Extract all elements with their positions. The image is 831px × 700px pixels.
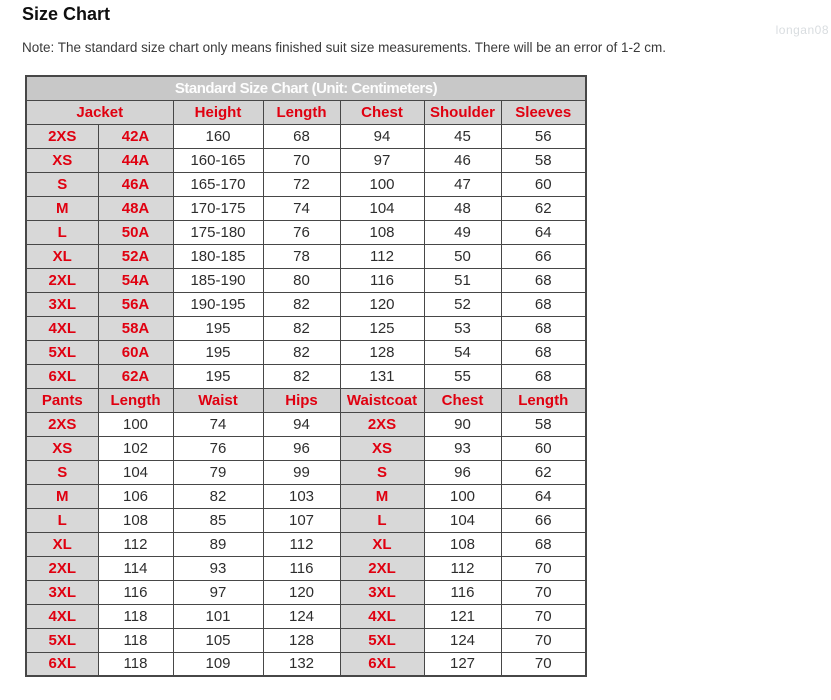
value-cell: 104 bbox=[424, 508, 501, 532]
value-cell: 124 bbox=[424, 628, 501, 652]
value-cell: 104 bbox=[340, 196, 424, 220]
size-label-cell: 2XL bbox=[340, 556, 424, 580]
size-label-cell: 54A bbox=[98, 268, 173, 292]
size-label-cell: M bbox=[26, 484, 98, 508]
value-cell: 62 bbox=[501, 460, 586, 484]
value-cell: 97 bbox=[340, 148, 424, 172]
value-cell: 48 bbox=[424, 196, 501, 220]
waistcoat-chest-header: Chest bbox=[424, 388, 501, 412]
value-cell: 124 bbox=[263, 604, 340, 628]
size-label-cell: 4XL bbox=[26, 316, 98, 340]
value-cell: 175-180 bbox=[173, 220, 263, 244]
value-cell: 70 bbox=[501, 580, 586, 604]
value-cell: 66 bbox=[501, 508, 586, 532]
table-row bbox=[26, 316, 586, 340]
value-cell: 68 bbox=[501, 268, 586, 292]
note-text: Note: The standard size chart only means finished suit size measurements. There will be an error of 1-2 cm. bbox=[22, 40, 667, 55]
value-cell: 60 bbox=[501, 436, 586, 460]
table-row bbox=[26, 220, 586, 244]
value-cell: 103 bbox=[263, 484, 340, 508]
value-cell: 105 bbox=[173, 628, 263, 652]
value-cell: 76 bbox=[173, 436, 263, 460]
value-cell: 56 bbox=[501, 124, 586, 148]
size-label-cell: 4XL bbox=[26, 604, 98, 628]
size-label-cell: 2XS bbox=[26, 412, 98, 436]
value-cell: 100 bbox=[424, 484, 501, 508]
size-label-cell: XL bbox=[26, 532, 98, 556]
value-cell: 195 bbox=[173, 340, 263, 364]
table-row bbox=[26, 172, 586, 196]
waistcoat-header: Waistcoat bbox=[340, 388, 424, 412]
waistcoat-length-header: Length bbox=[501, 388, 586, 412]
value-cell: 112 bbox=[263, 532, 340, 556]
table-row bbox=[26, 484, 586, 508]
value-cell: 89 bbox=[173, 532, 263, 556]
value-cell: 108 bbox=[340, 220, 424, 244]
value-cell: 70 bbox=[263, 148, 340, 172]
value-cell: 50 bbox=[424, 244, 501, 268]
table-row bbox=[26, 628, 586, 652]
size-label-cell: 5XL bbox=[340, 628, 424, 652]
pants-header-row bbox=[26, 388, 586, 412]
table-row bbox=[26, 148, 586, 172]
table-row bbox=[26, 460, 586, 484]
size-label-cell: 58A bbox=[98, 316, 173, 340]
value-cell: 55 bbox=[424, 364, 501, 388]
value-cell: 64 bbox=[501, 220, 586, 244]
size-label-cell: XL bbox=[340, 532, 424, 556]
value-cell: 116 bbox=[424, 580, 501, 604]
value-cell: 49 bbox=[424, 220, 501, 244]
value-cell: 68 bbox=[263, 124, 340, 148]
size-label-cell: 5XL bbox=[26, 340, 98, 364]
size-label-cell: 6XL bbox=[26, 364, 98, 388]
table-row bbox=[26, 508, 586, 532]
size-label-cell: 3XL bbox=[340, 580, 424, 604]
value-cell: 104 bbox=[98, 460, 173, 484]
value-cell: 106 bbox=[98, 484, 173, 508]
value-cell: 47 bbox=[424, 172, 501, 196]
table-row bbox=[26, 364, 586, 388]
value-cell: 68 bbox=[501, 340, 586, 364]
value-cell: 170-175 bbox=[173, 196, 263, 220]
value-cell: 180-185 bbox=[173, 244, 263, 268]
value-cell: 185-190 bbox=[173, 268, 263, 292]
value-cell: 118 bbox=[98, 628, 173, 652]
table-row bbox=[26, 580, 586, 604]
size-label-cell: XL bbox=[26, 244, 98, 268]
page-title: Size Chart bbox=[22, 4, 111, 24]
size-label-cell: M bbox=[26, 196, 98, 220]
hips-header: Hips bbox=[263, 388, 340, 412]
size-label-cell: M bbox=[340, 484, 424, 508]
size-label-cell: L bbox=[26, 220, 98, 244]
size-label-cell: 44A bbox=[98, 148, 173, 172]
value-cell: 74 bbox=[263, 196, 340, 220]
size-label-cell: 52A bbox=[98, 244, 173, 268]
value-cell: 101 bbox=[173, 604, 263, 628]
value-cell: 70 bbox=[501, 628, 586, 652]
size-label-cell: S bbox=[26, 460, 98, 484]
table-row bbox=[26, 532, 586, 556]
value-cell: 72 bbox=[263, 172, 340, 196]
value-cell: 82 bbox=[263, 364, 340, 388]
watermark: longan08 bbox=[775, 23, 829, 37]
size-label-cell: 6XL bbox=[340, 652, 424, 676]
size-label-cell: L bbox=[26, 508, 98, 532]
value-cell: 165-170 bbox=[173, 172, 263, 196]
value-cell: 70 bbox=[501, 556, 586, 580]
table-row bbox=[26, 292, 586, 316]
value-cell: 58 bbox=[501, 412, 586, 436]
value-cell: 68 bbox=[501, 292, 586, 316]
value-cell: 190-195 bbox=[173, 292, 263, 316]
value-cell: 118 bbox=[98, 604, 173, 628]
value-cell: 114 bbox=[98, 556, 173, 580]
size-chart-table bbox=[25, 75, 587, 677]
table-row bbox=[26, 556, 586, 580]
value-cell: 90 bbox=[424, 412, 501, 436]
size-label-cell: 2XS bbox=[26, 124, 98, 148]
value-cell: 116 bbox=[98, 580, 173, 604]
jacket-rows bbox=[26, 124, 586, 388]
value-cell: 132 bbox=[263, 652, 340, 676]
value-cell: 78 bbox=[263, 244, 340, 268]
size-label-cell: 2XS bbox=[340, 412, 424, 436]
value-cell: 58 bbox=[501, 148, 586, 172]
value-cell: 82 bbox=[173, 484, 263, 508]
table-row bbox=[26, 196, 586, 220]
value-cell: 52 bbox=[424, 292, 501, 316]
value-cell: 54 bbox=[424, 340, 501, 364]
table-row bbox=[26, 412, 586, 436]
value-cell: 68 bbox=[501, 364, 586, 388]
value-cell: 70 bbox=[501, 604, 586, 628]
table-row bbox=[26, 244, 586, 268]
value-cell: 128 bbox=[263, 628, 340, 652]
size-label-cell: 48A bbox=[98, 196, 173, 220]
size-label-cell: 42A bbox=[98, 124, 173, 148]
size-label-cell: 3XL bbox=[26, 292, 98, 316]
value-cell: 120 bbox=[340, 292, 424, 316]
size-label-cell: S bbox=[26, 172, 98, 196]
value-cell: 128 bbox=[340, 340, 424, 364]
value-cell: 195 bbox=[173, 364, 263, 388]
pants-rows bbox=[26, 388, 586, 676]
value-cell: 80 bbox=[263, 268, 340, 292]
value-cell: 108 bbox=[98, 508, 173, 532]
value-cell: 62 bbox=[501, 196, 586, 220]
value-cell: 118 bbox=[98, 652, 173, 676]
waist-header: Waist bbox=[173, 388, 263, 412]
value-cell: 94 bbox=[340, 124, 424, 148]
value-cell: 100 bbox=[340, 172, 424, 196]
value-cell: 66 bbox=[501, 244, 586, 268]
value-cell: 68 bbox=[501, 316, 586, 340]
value-cell: 60 bbox=[501, 172, 586, 196]
size-label-cell: XS bbox=[26, 148, 98, 172]
size-label-cell: 2XL bbox=[26, 556, 98, 580]
length-header: Length bbox=[263, 100, 340, 124]
table-row bbox=[26, 604, 586, 628]
value-cell: 107 bbox=[263, 508, 340, 532]
value-cell: 68 bbox=[501, 532, 586, 556]
value-cell: 120 bbox=[263, 580, 340, 604]
table-title-row bbox=[26, 76, 586, 100]
size-label-cell: 4XL bbox=[340, 604, 424, 628]
value-cell: 51 bbox=[424, 268, 501, 292]
shoulder-header: Shoulder bbox=[424, 100, 501, 124]
size-label-cell: S bbox=[340, 460, 424, 484]
value-cell: 70 bbox=[501, 652, 586, 676]
value-cell: 79 bbox=[173, 460, 263, 484]
value-cell: 116 bbox=[340, 268, 424, 292]
size-label-cell: 2XL bbox=[26, 268, 98, 292]
table-row bbox=[26, 340, 586, 364]
value-cell: 93 bbox=[424, 436, 501, 460]
value-cell: 112 bbox=[340, 244, 424, 268]
table-row bbox=[26, 268, 586, 292]
table-row bbox=[26, 124, 586, 148]
jacket-header-row bbox=[26, 100, 586, 124]
value-cell: 82 bbox=[263, 316, 340, 340]
size-label-cell: 60A bbox=[98, 340, 173, 364]
value-cell: 99 bbox=[263, 460, 340, 484]
value-cell: 121 bbox=[424, 604, 501, 628]
value-cell: 64 bbox=[501, 484, 586, 508]
value-cell: 160-165 bbox=[173, 148, 263, 172]
size-label-cell: 5XL bbox=[26, 628, 98, 652]
size-label-cell: XS bbox=[26, 436, 98, 460]
value-cell: 85 bbox=[173, 508, 263, 532]
size-label-cell: XS bbox=[340, 436, 424, 460]
value-cell: 108 bbox=[424, 532, 501, 556]
value-cell: 195 bbox=[173, 316, 263, 340]
value-cell: 93 bbox=[173, 556, 263, 580]
table-row bbox=[26, 436, 586, 460]
size-label-cell: 50A bbox=[98, 220, 173, 244]
value-cell: 112 bbox=[424, 556, 501, 580]
value-cell: 112 bbox=[98, 532, 173, 556]
table-title: Standard Size Chart (Unit: Centimeters) bbox=[26, 76, 586, 100]
size-label-cell: 3XL bbox=[26, 580, 98, 604]
value-cell: 82 bbox=[263, 340, 340, 364]
value-cell: 160 bbox=[173, 124, 263, 148]
size-label-cell: 62A bbox=[98, 364, 173, 388]
sleeves-header: Sleeves bbox=[501, 100, 586, 124]
value-cell: 100 bbox=[98, 412, 173, 436]
pants-header: Pants bbox=[26, 388, 98, 412]
table-row bbox=[26, 652, 586, 676]
value-cell: 46 bbox=[424, 148, 501, 172]
value-cell: 82 bbox=[263, 292, 340, 316]
chest-header: Chest bbox=[340, 100, 424, 124]
value-cell: 125 bbox=[340, 316, 424, 340]
value-cell: 116 bbox=[263, 556, 340, 580]
value-cell: 53 bbox=[424, 316, 501, 340]
size-label-cell: 46A bbox=[98, 172, 173, 196]
value-cell: 76 bbox=[263, 220, 340, 244]
value-cell: 94 bbox=[263, 412, 340, 436]
pants-length-header: Length bbox=[98, 388, 173, 412]
value-cell: 102 bbox=[98, 436, 173, 460]
value-cell: 74 bbox=[173, 412, 263, 436]
size-label-cell: 6XL bbox=[26, 652, 98, 676]
value-cell: 127 bbox=[424, 652, 501, 676]
height-header: Height bbox=[173, 100, 263, 124]
value-cell: 109 bbox=[173, 652, 263, 676]
value-cell: 97 bbox=[173, 580, 263, 604]
size-label-cell: L bbox=[340, 508, 424, 532]
value-cell: 131 bbox=[340, 364, 424, 388]
size-label-cell: 56A bbox=[98, 292, 173, 316]
jacket-header: Jacket bbox=[26, 100, 173, 124]
value-cell: 45 bbox=[424, 124, 501, 148]
value-cell: 96 bbox=[424, 460, 501, 484]
value-cell: 96 bbox=[263, 436, 340, 460]
